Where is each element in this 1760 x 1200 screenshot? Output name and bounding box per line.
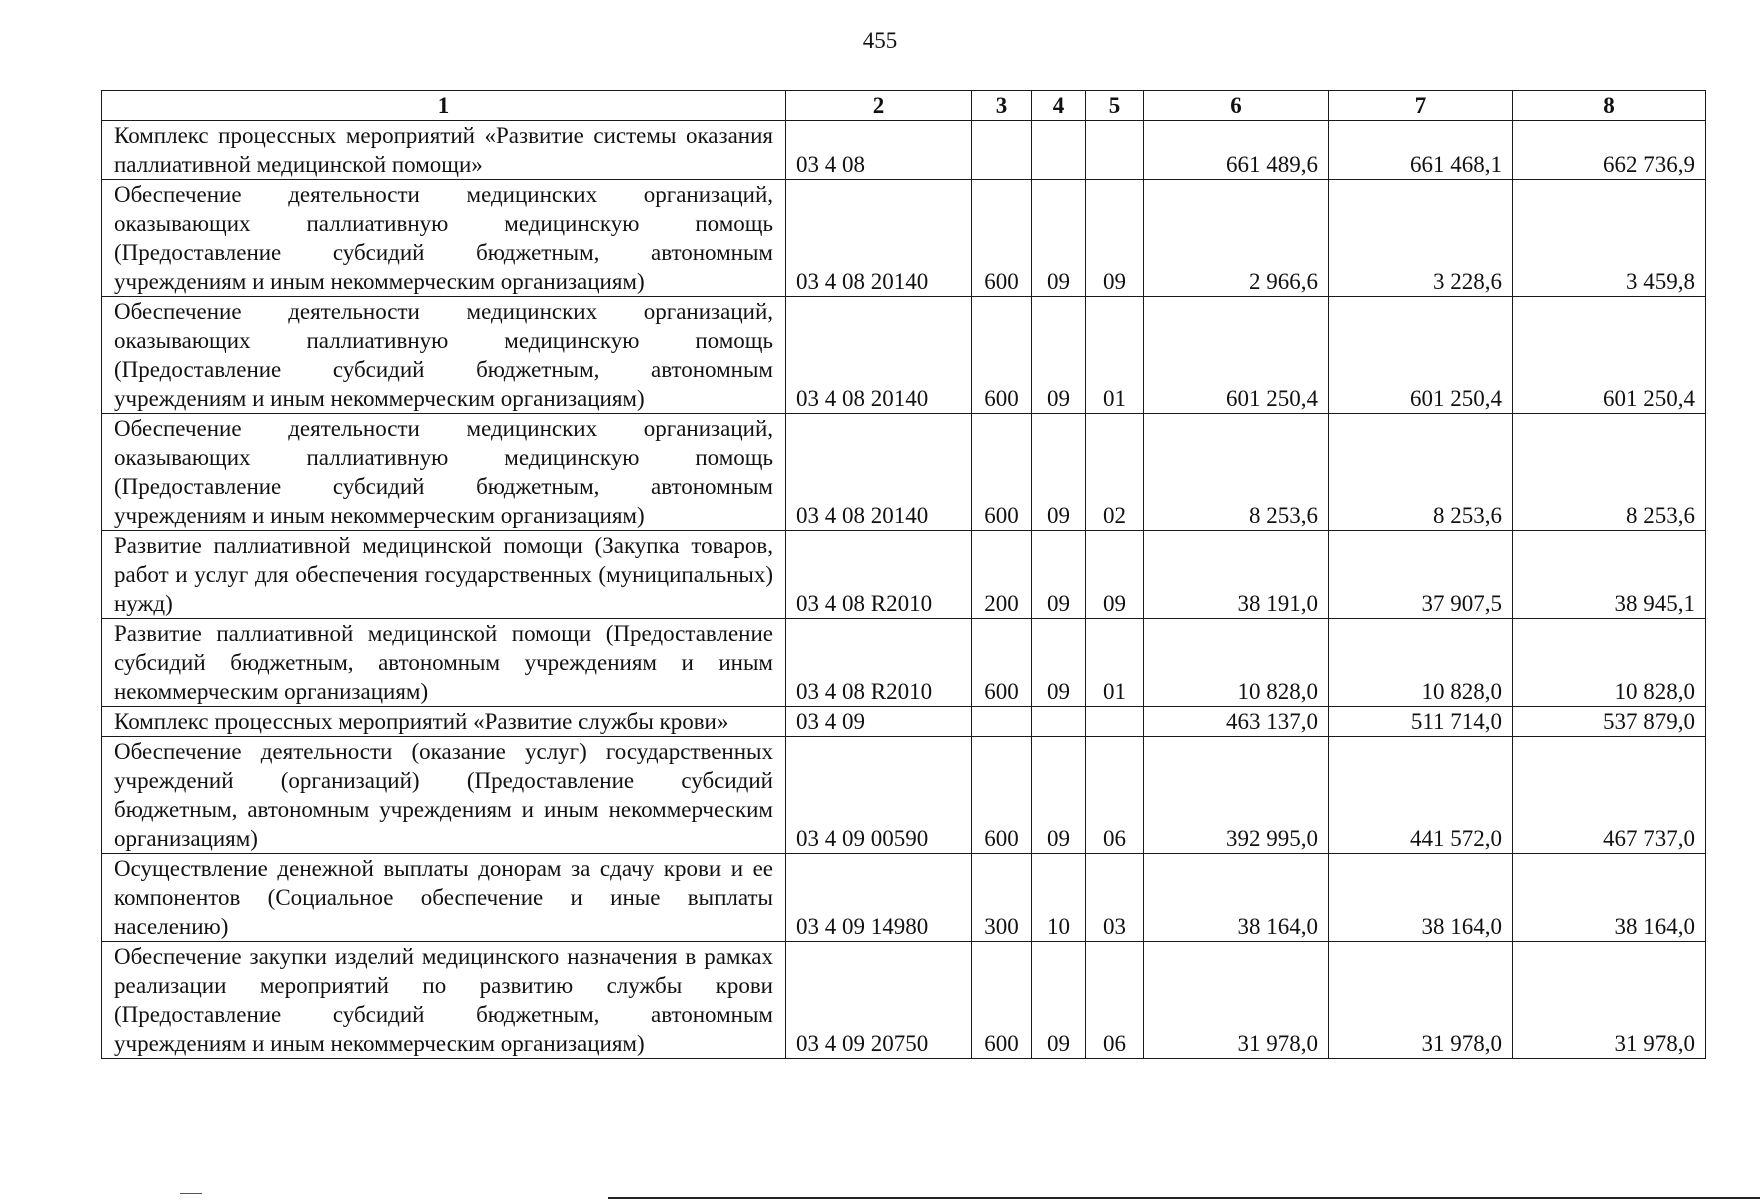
- amount-col-7: 441 572,0: [1329, 737, 1513, 854]
- table-row: [102, 942, 1706, 1059]
- target-article-code: 03 4 09 20750: [786, 942, 972, 1059]
- amount-col-7: 3 228,6: [1329, 180, 1513, 297]
- page-number: 455: [862, 28, 898, 53]
- footer-divider: [608, 1197, 1760, 1199]
- section-code: 09: [1032, 531, 1086, 619]
- table-header-row: [102, 91, 1706, 121]
- expense-type-code: 600: [972, 942, 1032, 1059]
- column-header: 7: [1329, 91, 1513, 121]
- amount-col-8: 467 737,0: [1513, 737, 1706, 854]
- section-code: [1032, 707, 1086, 737]
- column-header: 4: [1032, 91, 1086, 121]
- row-name: Обеспечение деятельности медицинских организаций, оказывающих паллиативную медицинскую помощь (Предоставление субсидий бюджетным, автономным учреждениям и иным некоммерческим организациям): [102, 180, 786, 297]
- row-name: Обеспечение деятельности медицинских организаций, оказывающих паллиативную медицинскую помощь (Предоставление субсидий бюджетным, автономным учреждениям и иным некоммерческим организациям): [102, 297, 786, 414]
- amount-col-7: 661 468,1: [1329, 121, 1513, 180]
- amount-col-6: 392 995,0: [1144, 737, 1329, 854]
- table-row: [102, 297, 1706, 414]
- amount-col-6: 10 828,0: [1144, 619, 1329, 707]
- amount-col-6: 8 253,6: [1144, 414, 1329, 531]
- row-name: Обеспечение закупки изделий медицинского назначения в рамках реализации мероприятий по развитию службы крови (Предоставление субсидий бюджетным, автономным учреждениям и иным некоммерческим организациям): [102, 942, 786, 1059]
- amount-col-8: 31 978,0: [1513, 942, 1706, 1059]
- amount-col-8: 601 250,4: [1513, 297, 1706, 414]
- table-row: [102, 121, 1706, 180]
- target-article-code: 03 4 09 14980: [786, 854, 972, 942]
- section-code: 09: [1032, 180, 1086, 297]
- budget-table: [101, 90, 1706, 1059]
- amount-col-6: 38 164,0: [1144, 854, 1329, 942]
- row-name: Развитие паллиативной медицинской помощи (Предоставление субсидий бюджетным, автономным учреждениям и иным некоммерческим организациям): [102, 619, 786, 707]
- section-code: 09: [1032, 942, 1086, 1059]
- table-row: [102, 180, 1706, 297]
- expense-type-code: 600: [972, 297, 1032, 414]
- subsection-code: 06: [1086, 942, 1144, 1059]
- expense-type-code: 600: [972, 737, 1032, 854]
- table-row: [102, 414, 1706, 531]
- row-name: Комплекс процессных мероприятий «Развитие системы оказания паллиативной медицинской помощи»: [102, 121, 786, 180]
- subsection-code: 03: [1086, 854, 1144, 942]
- row-name: Осуществление денежной выплаты донорам за сдачу крови и ее компонентов (Социальное обеспечение и иные выплаты населению): [102, 854, 786, 942]
- table-row: [102, 531, 1706, 619]
- section-code: 09: [1032, 414, 1086, 531]
- row-name: Обеспечение деятельности медицинских организаций, оказывающих паллиативную медицинскую помощь (Предоставление субсидий бюджетным, автономным учреждениям и иным некоммерческим организациям): [102, 414, 786, 531]
- column-header: 2: [786, 91, 972, 121]
- target-article-code: 03 4 08: [786, 121, 972, 180]
- expense-type-code: 600: [972, 180, 1032, 297]
- subsection-code: 02: [1086, 414, 1144, 531]
- row-name: Развитие паллиативной медицинской помощи (Закупка товаров, работ и услуг для обеспечения государственных (муниципальных) нужд): [102, 531, 786, 619]
- expense-type-code: 600: [972, 619, 1032, 707]
- section-code: 09: [1032, 737, 1086, 854]
- column-header: 5: [1086, 91, 1144, 121]
- target-article-code: 03 4 08 20140: [786, 180, 972, 297]
- subsection-code: 09: [1086, 180, 1144, 297]
- column-header: 3: [972, 91, 1032, 121]
- amount-col-8: 8 253,6: [1513, 414, 1706, 531]
- target-article-code: 03 4 09 00590: [786, 737, 972, 854]
- subsection-code: 06: [1086, 737, 1144, 854]
- amount-col-7: 601 250,4: [1329, 297, 1513, 414]
- amount-col-8: 38 164,0: [1513, 854, 1706, 942]
- target-article-code: 03 4 08 20140: [786, 297, 972, 414]
- amount-col-7: 511 714,0: [1329, 707, 1513, 737]
- table-row: [102, 619, 1706, 707]
- expense-type-code: 600: [972, 414, 1032, 531]
- expense-type-code: [972, 121, 1032, 180]
- amount-col-7: 8 253,6: [1329, 414, 1513, 531]
- amount-col-8: 662 736,9: [1513, 121, 1706, 180]
- amount-col-6: 661 489,6: [1144, 121, 1329, 180]
- target-article-code: 03 4 08 R2010: [786, 619, 972, 707]
- subsection-code: 09: [1086, 531, 1144, 619]
- amount-col-6: 38 191,0: [1144, 531, 1329, 619]
- subsection-code: [1086, 707, 1144, 737]
- table-row: [102, 707, 1706, 737]
- expense-type-code: 300: [972, 854, 1032, 942]
- subsection-code: 01: [1086, 297, 1144, 414]
- column-header: 6: [1144, 91, 1329, 121]
- amount-col-6: 463 137,0: [1144, 707, 1329, 737]
- amount-col-6: 601 250,4: [1144, 297, 1329, 414]
- column-header: 1: [102, 91, 786, 121]
- footer-mark: [180, 1193, 202, 1194]
- amount-col-7: 31 978,0: [1329, 942, 1513, 1059]
- target-article-code: 03 4 09: [786, 707, 972, 737]
- amount-col-6: 31 978,0: [1144, 942, 1329, 1059]
- section-code: 09: [1032, 297, 1086, 414]
- amount-col-8: 537 879,0: [1513, 707, 1706, 737]
- amount-col-6: 2 966,6: [1144, 180, 1329, 297]
- section-code: [1032, 121, 1086, 180]
- table-row: [102, 854, 1706, 942]
- table-row: [102, 737, 1706, 854]
- expense-type-code: 200: [972, 531, 1032, 619]
- section-code: 09: [1032, 619, 1086, 707]
- amount-col-8: 38 945,1: [1513, 531, 1706, 619]
- subsection-code: 01: [1086, 619, 1144, 707]
- amount-col-7: 38 164,0: [1329, 854, 1513, 942]
- subsection-code: [1086, 121, 1144, 180]
- target-article-code: 03 4 08 20140: [786, 414, 972, 531]
- row-name: Комплекс процессных мероприятий «Развитие службы крови»: [102, 707, 786, 737]
- target-article-code: 03 4 08 R2010: [786, 531, 972, 619]
- amount-col-8: 3 459,8: [1513, 180, 1706, 297]
- column-header: 8: [1513, 91, 1706, 121]
- amount-col-7: 10 828,0: [1329, 619, 1513, 707]
- section-code: 10: [1032, 854, 1086, 942]
- expense-type-code: [972, 707, 1032, 737]
- row-name: Обеспечение деятельности (оказание услуг) государственных учреждений (организаций) (Предоставление субсидий бюджетным, автономным учреждениям и иным некоммерческим организациям): [102, 737, 786, 854]
- amount-col-7: 37 907,5: [1329, 531, 1513, 619]
- amount-col-8: 10 828,0: [1513, 619, 1706, 707]
